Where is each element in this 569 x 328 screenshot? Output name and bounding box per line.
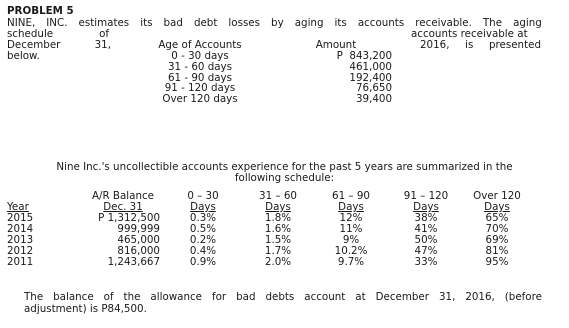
history-cell: P 1,312,500: [98, 212, 160, 224]
history-cell: 65%: [485, 212, 509, 224]
closing-word: allowance: [150, 291, 203, 303]
history-cell: 2011: [7, 256, 34, 268]
aging-row-age: Over 120 days: [162, 93, 238, 106]
aging-row-age: 91 - 120 days: [164, 82, 236, 95]
intro-word: 2016,: [420, 39, 450, 51]
intro-word: aging: [294, 17, 324, 29]
history-header-top: 31 – 60: [259, 190, 297, 202]
history-cell: 47%: [414, 245, 438, 257]
history-header-bottom: Days: [265, 201, 291, 213]
history-cell: 1.5%: [264, 234, 292, 246]
intro-word: presented: [488, 39, 541, 51]
history-cell: 2015: [7, 212, 34, 224]
closing-word: (before: [504, 291, 542, 303]
experience-line-2: following schedule:: [234, 172, 335, 184]
intro-word: bad: [163, 17, 183, 29]
intro-line-4: below.: [7, 50, 40, 62]
intro-word: of: [99, 28, 109, 40]
history-cell: 0.2%: [189, 234, 217, 246]
history-cell: 95%: [485, 256, 509, 268]
history-cell: 1.8%: [264, 212, 292, 224]
history-cell: 0.9%: [189, 256, 217, 268]
intro-word: 31,: [94, 39, 111, 51]
history-header-bottom: Days: [190, 201, 216, 213]
history-cell: 69%: [485, 234, 509, 246]
problem-title: PROBLEM 5: [7, 5, 74, 17]
aging-row-age: 0 - 30 days: [171, 50, 229, 62]
closing-line-2: adjustment) is P84,500.: [24, 303, 147, 315]
aging-row-amount: 461,000: [349, 60, 392, 73]
aging-row-amount: P 843,200: [336, 50, 392, 62]
intro-line-2-right: accounts receivable at: [411, 28, 528, 40]
closing-word: 2016,: [465, 291, 495, 303]
history-cell: 816,000: [117, 245, 160, 257]
closing-word: bad: [236, 291, 256, 303]
intro-word: INC.: [46, 17, 68, 29]
intro-word: estimates: [78, 17, 130, 29]
history-cell: 9.7%: [337, 256, 365, 268]
aging-row-amount: 76,650: [355, 82, 392, 95]
history-header-bottom: Year: [7, 201, 29, 213]
intro-word: debt: [193, 17, 218, 29]
history-header-bottom: Days: [484, 201, 510, 213]
closing-word: for: [211, 291, 227, 303]
history-cell: 50%: [414, 234, 438, 246]
experience-line-1: Nine Inc.'s uncollectible accounts experience for the past 5 years are summarized in the: [56, 161, 513, 173]
history-header-bottom: Days: [413, 201, 439, 213]
intro-word: receivable.: [415, 17, 472, 29]
intro-word: NINE,: [7, 17, 36, 29]
history-cell: 0.5%: [189, 223, 217, 235]
intro-word: accounts: [357, 17, 405, 29]
intro-word: schedule: [7, 28, 54, 40]
closing-word: debts: [265, 291, 295, 303]
amount-header: Amount: [315, 39, 357, 51]
intro-word: losses: [228, 17, 261, 29]
intro-word: is: [465, 39, 474, 51]
intro-word: aging: [513, 17, 542, 29]
history-cell: 0.3%: [189, 212, 217, 224]
history-header-top: 61 – 90: [332, 190, 370, 202]
intro-word: its: [140, 17, 153, 29]
history-cell: 1,243,667: [107, 256, 160, 268]
closing-word: 31,: [438, 291, 456, 303]
aging-row-age: 61 - 90 days: [167, 71, 233, 84]
closing-word: balance: [53, 291, 94, 303]
history-cell: 12%: [339, 212, 363, 224]
history-cell: 465,000: [117, 234, 160, 246]
history-header-top: Over 120: [473, 190, 521, 202]
history-cell: 10.2%: [334, 245, 368, 257]
history-cell: 70%: [485, 223, 509, 235]
closing-word: at: [355, 291, 366, 303]
aging-row-age: 31 - 60 days: [167, 60, 233, 73]
history-cell: 2.0%: [264, 256, 292, 268]
intro-word: December: [7, 39, 61, 51]
history-cell: 33%: [414, 256, 438, 268]
closing-word: of: [103, 291, 114, 303]
history-header-bottom: Dec. 31: [103, 201, 143, 213]
closing-line-1: [24, 291, 542, 303]
history-cell: 41%: [414, 223, 438, 235]
closing-word: December: [375, 291, 429, 303]
history-cell: 81%: [485, 245, 509, 257]
history-header-bottom: Days: [338, 201, 364, 213]
history-cell: 1.7%: [264, 245, 292, 257]
history-cell: 2012: [7, 245, 34, 257]
closing-word: The: [24, 291, 44, 303]
history-cell: 2014: [7, 223, 34, 235]
history-cell: 999,999: [117, 223, 160, 235]
history-cell: 38%: [414, 212, 438, 224]
history-cell: 9%: [342, 234, 360, 246]
intro-word: The: [482, 17, 503, 29]
history-header-top: 0 – 30: [187, 190, 219, 202]
aging-row-amount: 39,400: [355, 93, 392, 106]
closing-word: the: [123, 291, 141, 303]
history-cell: 2013: [7, 234, 34, 246]
age-of-accounts-header: Age of Accounts: [158, 39, 242, 51]
history-cell: 11%: [339, 223, 363, 235]
history-header-top: 91 – 120: [403, 190, 449, 202]
intro-word: by: [271, 17, 284, 29]
aging-row-amount: 192,400: [349, 71, 392, 84]
closing-word: account: [304, 291, 346, 303]
intro-word: its: [334, 17, 347, 29]
history-cell: 1.6%: [264, 223, 292, 235]
history-cell: 0.4%: [189, 245, 217, 257]
intro-line-3-right: [420, 39, 541, 51]
history-header-top: A/R Balance: [91, 190, 154, 202]
